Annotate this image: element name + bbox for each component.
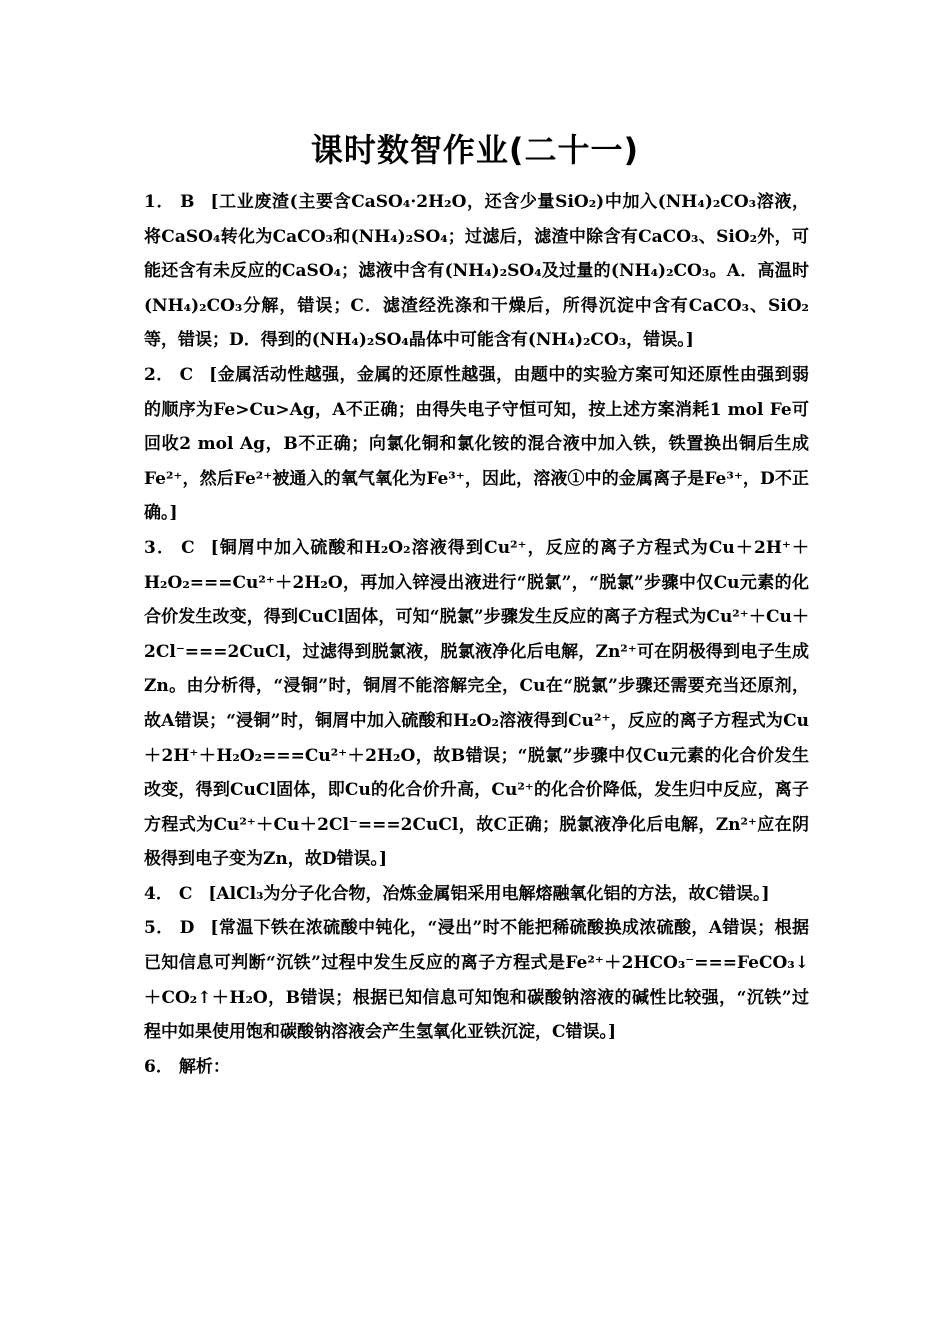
answer-explanation: [AlCl₃为分子化合物，冶炼金属铝采用电解熔融氧化铝的方法，故C错误。]	[208, 883, 770, 904]
answer-number: 1．	[144, 192, 175, 212]
answer-number: 6．	[144, 1056, 173, 1077]
answer-list	[144, 185, 809, 1084]
answer-item-4	[144, 877, 809, 912]
answer-explanation: [工业废渣(主要含CaSO₄·2H₂O，还含少量SiO₂)中加入(NH₄)₂CO₃溶液，将CaSO₄转化为CaCO₃和(NH₄)₂SO₄；过滤后，滤渣中除含有CaCO₃、SiO₂外，可能还含有未反应的CaSO₄；滤液中含有(NH₄)₂SO₄及过量的(NH₄)₂CO₃。A．高温时(NH₄)₂CO₃分解，错误；C．滤渣经洗涤和干燥后，所得沉淀中含有CaCO₃、SiO₂等，错误；D．得到的(NH₄)₂SO₄晶体中可能含有(NH₄)₂CO₃，错误。]	[144, 192, 809, 351]
page-title: 课时数智作业(二十一)	[310, 131, 640, 169]
answer-explanation: [常温下铁在浓硫酸中钝化，“浸出”时不能把稀硫酸换成浓硫酸，A错误；根据已知信息可判断“沉铁”过程中发生反应的离子方程式是Fe²⁺＋2HCO₃⁻===FeCO₃↓＋CO₂↑＋H₂O，B错误；根据已知信息可知饱和碳酸钠溶液的碱性比较强，“沉铁”过程中如果使用饱和碳酸钠溶液会产生氢氧化亚铁沉淀，C错误。]	[144, 918, 809, 1043]
answer-explanation: [铜屑中加入硫酸和H₂O₂溶液得到Cu²⁺，反应的离子方程式为Cu＋2H⁺＋H₂O₂===Cu²⁺＋2H₂O，再加入锌浸出液进行“脱氯”，“脱氯”步骤中仅Cu元素的化合价发生改变，得到CuCl固体，可知“脱氯”步骤发生反应的离子方程式为Cu²⁺＋Cu＋2Cl⁻===2CuCl，过滤得到脱氯液，脱氯液净化后电解，Zn²⁺可在阴极得到电子生成Zn。由分析得，“浸铜”时，铜屑不能溶解完全，Cu在“脱氯”步骤还需要充当还原剂，故A错误；“浸铜”时，铜屑中加入硫酸和H₂O₂溶液得到Cu²⁺，反应的离子方程式为Cu＋2H⁺＋H₂O₂===Cu²⁺＋2H₂O，故B错误；“脱氯”步骤中仅Cu元素的化合价发生改变，得到CuCl固体，即Cu的化合价升高，Cu²⁺的化合价降低，发生归中反应，离子方程式为Cu²⁺＋Cu＋2Cl⁻===2CuCl，故C正确；脱氯液净化后电解，Zn²⁺应在阴极得到电子变为Zn，故D错误。]	[144, 537, 809, 870]
answer-item-2	[144, 358, 809, 531]
answer-item-5	[144, 911, 809, 1049]
answer-explanation: [金属活动性越强，金属的还原性越强，由题中的实验方案可知还原性由强到弱的顺序为Fe>Cu>Ag，A不正确；由得失电子守恒可知，按上述方案消耗1 mol Fe可回收2 mol Ag，B不正确；向氯化铜和氯化铵的混合液中加入铁，铁置换出铜后生成Fe²⁺，然后Fe²⁺被通入的氧气氧化为Fe³⁺，因此，溶液①中的金属离子是Fe³⁺，D不正确。]	[144, 364, 809, 524]
answer-number: 5．	[144, 918, 174, 939]
answer-choice: D	[179, 918, 195, 939]
answer-number: 3．	[144, 537, 176, 558]
answer-item-6	[144, 1050, 809, 1085]
answer-item-1	[144, 185, 809, 358]
answer-choice: C	[179, 364, 194, 385]
answer-choice: C	[181, 537, 195, 558]
answer-number: 4．	[144, 883, 173, 904]
answer-explanation: 解析：	[178, 1056, 230, 1077]
answer-item-3	[144, 531, 809, 877]
answer-choice: B	[180, 192, 195, 212]
answer-number: 2．	[144, 364, 174, 385]
answer-choice: C	[178, 883, 193, 904]
